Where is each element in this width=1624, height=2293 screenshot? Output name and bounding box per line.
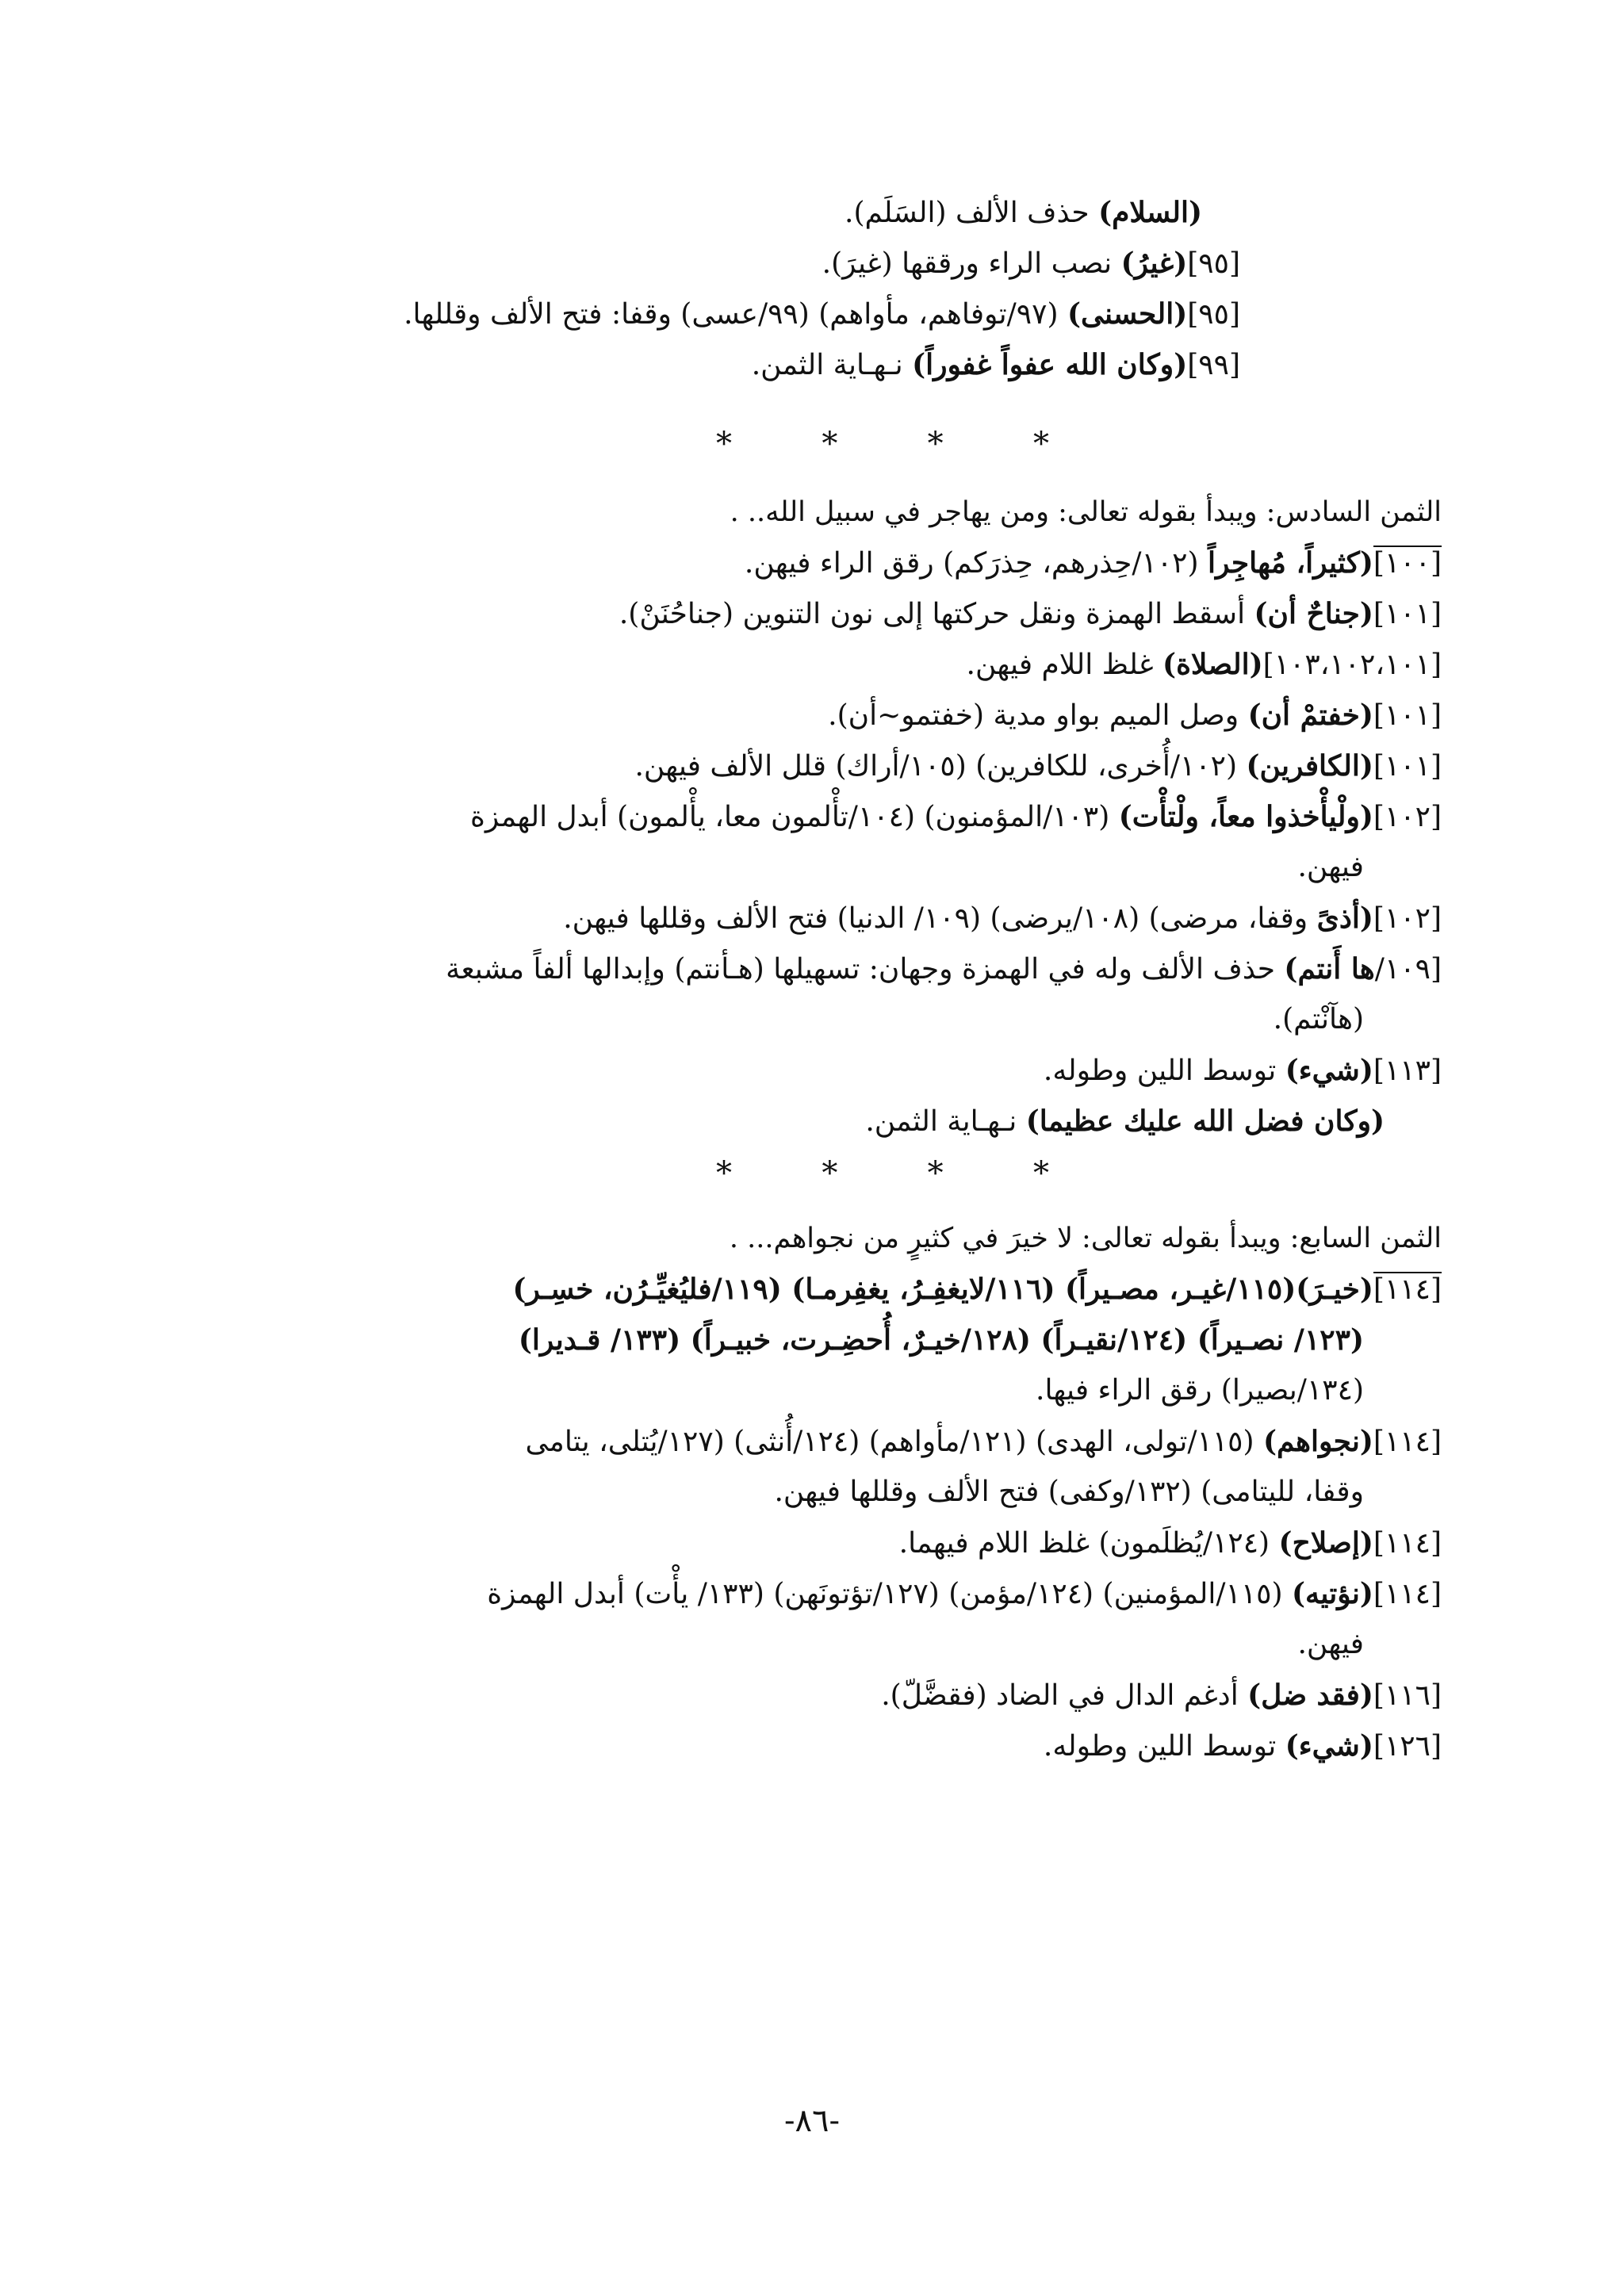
term: (نؤتيه) (1292, 1577, 1373, 1610)
term: (نجواهم) (1263, 1425, 1373, 1458)
term: (ولْيأْخذوا معاً، ولْتأْت) (1118, 800, 1373, 833)
line-text: (١١٥/تولى، الهدى) (١٢١/مأواهم) (١٢٤/أُنثى) (١٢٧/يُتلى، يتامى (525, 1426, 1264, 1458)
line-text: (١٠٢/أُخرى، للكافرين) (١٠٥/أراك) قلل الألف فيهن. (634, 750, 1247, 783)
text-line (865, 1099, 1385, 1144)
separator-star: * (927, 426, 944, 462)
text-line (845, 190, 1202, 235)
line-text: (١٠٢/حِذرهم، حِذرَكم) رقق الراء فيهن. (744, 547, 1208, 580)
line-text: توسط اللين وطوله. (1043, 1055, 1285, 1087)
line-text: توسط اللين وطوله. (1043, 1730, 1285, 1763)
line-text: (هآنْتم). (1273, 1003, 1364, 1035)
line-text: وقفا، مرضى) (١٠٨/يرضى) (١٠٩/ الدنيا) فتح الألف وقللها فيهن. (563, 902, 1317, 935)
section-separator (712, 1155, 1053, 1192)
line-text: نصب الراء ورققها (غيرَ). (822, 247, 1121, 280)
text-line-continuation (519, 1318, 1364, 1363)
section-heading: الثمن السادس: ويبدأ بقوله تعالى: ومن يهاجر في سبيل الله.. . (730, 496, 1442, 528)
term: (غيرُ) (1120, 247, 1188, 280)
verse-ref: [٩٥] (1187, 247, 1240, 280)
verse-ref: [١١٤] (1373, 1527, 1442, 1560)
line-text: أسقط الهمزة ونقل حركتها إلى نون التنوين (جناحُنَنْ). (619, 598, 1254, 630)
text-line (752, 343, 1240, 388)
term: (شيء) (1285, 1054, 1373, 1087)
text-line (1044, 1724, 1442, 1769)
separator-star: * (1033, 426, 1049, 462)
text-line-continuation (1297, 1622, 1364, 1667)
verse-ref: [١٠٣،١٠٢،١٠١] (1262, 649, 1442, 681)
verse-ref: [١١٤] (1373, 1426, 1442, 1458)
text-line (446, 947, 1442, 992)
verse-ref: [٩٩] (1187, 349, 1240, 381)
term: (الحسنى) (1067, 297, 1188, 331)
line-text: حذف الألف وله في الهمزة وجهان: تسهيلها (هـأنتم) وإبدالها ألفاً مشبعة (446, 953, 1285, 986)
text-line (487, 1571, 1442, 1617)
line-text: (١٠٣/المؤمنون) (١٠٤/تأْلمون معا، يأْلمون) أبدل الهمزة (469, 801, 1119, 833)
term: (خيـرَ)(١١٥/غيـر، مصـيراً) (1065, 1273, 1373, 1306)
separator-star: * (716, 1155, 733, 1192)
term: (الكافرين) (1246, 749, 1373, 783)
text-line (1044, 1048, 1442, 1093)
term: (فقد ضل) (1247, 1679, 1373, 1712)
term: (كثيراً، مُهاجِراً (1208, 546, 1373, 580)
verse-ref: [١١٣] (1373, 1055, 1442, 1087)
line-text: (١٣٤/بصيرا) رقق الراء فيها. (1036, 1374, 1364, 1407)
verse-ref: [١٠١] (1373, 699, 1442, 732)
verse-ref: [١٠٢] (1373, 801, 1442, 833)
line-text: غلظ اللام فيهن. (966, 649, 1163, 681)
text-line (526, 1419, 1442, 1464)
verse-ref: [١٢٦] (1373, 1730, 1442, 1763)
line-text: نـهـاية الثمن. (751, 349, 913, 381)
line-text: (١١٦/لايغفِـرُ، يغفِرمـا) (١١٩/فليُغيِّـرُن، خسِـر) (512, 1273, 1066, 1306)
line-text: وصل الميم بواو مدية (خفتمو~أن). (828, 699, 1248, 732)
text-line-continuation (1274, 997, 1364, 1042)
verse-ref: [١١٤] (1373, 1273, 1442, 1306)
verse-ref: [١٠٢] (1373, 902, 1442, 935)
text-line (634, 744, 1442, 789)
text-line (899, 1521, 1442, 1566)
term: (شيء) (1285, 1729, 1373, 1763)
term: (جناحٌ أن) (1254, 597, 1373, 630)
verse-ref: [١١٤] (1373, 1578, 1442, 1610)
term: (وكان الله عفواً غفوراً) (912, 348, 1188, 381)
line-text: (١٢٣/ نصـيراً) (١٢٤/نقيـراً) (١٢٨/خيـرٌ، أُحضِـرت، خبيـراً) (١٣٣/ قـديرا) (518, 1323, 1364, 1357)
term: (أذىً (1316, 902, 1373, 935)
text-line (563, 896, 1442, 941)
text-line (967, 642, 1442, 687)
separator-star: * (822, 426, 838, 462)
section-heading: الثمن السابع: ويبدأ بقوله تعالى: لا خيرَ في كثيرٍ من نجواهم... . (729, 1223, 1442, 1254)
verse-ref: [١١٦] (1373, 1679, 1442, 1712)
separator-star: * (1033, 1155, 1049, 1192)
verse-ref: [٩٥] (1187, 298, 1240, 331)
verse-ref: [١٠٠] (1373, 547, 1442, 580)
term: (خفتمْ أن) (1247, 699, 1373, 732)
section-separator (712, 428, 1053, 460)
page-number: -٨٦- (784, 2103, 840, 2139)
text-line (828, 693, 1442, 738)
line-text: (٩٧/توفاهم، مأواهم) (٩٩/عسى) وقفا: فتح الألف وقللها. (404, 298, 1067, 331)
text-line (470, 794, 1442, 840)
line-text: أدغم الدال في الضاد (فقضَّلّ). (881, 1679, 1248, 1712)
text-line (404, 292, 1240, 337)
text-line-continuation (1036, 1369, 1364, 1413)
line-text: (١٢٤/يُظلَمون) غلظ اللام فيهما. (898, 1527, 1279, 1560)
line-text: حذف الألف (السَلَم). (845, 197, 1099, 229)
text-line (745, 541, 1442, 586)
separator-star: * (716, 426, 733, 462)
term: (الصلاة) (1162, 648, 1263, 681)
text-line-continuation (1297, 845, 1364, 890)
line-text: وقفا، لليتامى) (١٣٢/وكفى) فتح الألف وقللها فيهن. (774, 1476, 1364, 1508)
term: (وكان فضل الله عليك عظيما) (1025, 1104, 1385, 1138)
line-text: فيهن. (1297, 851, 1364, 883)
text-line (881, 1673, 1442, 1718)
term: (السلام) (1098, 196, 1202, 229)
separator-star: * (927, 1155, 944, 1192)
term: ها أَنتم) (1284, 952, 1375, 986)
text-line (513, 1267, 1442, 1312)
verse-ref: [١٠١] (1373, 750, 1442, 783)
text-line-continuation (774, 1470, 1364, 1514)
text-line (822, 241, 1240, 286)
line-text: نـهـاية الثمن. (865, 1105, 1026, 1138)
text-line (619, 591, 1442, 637)
verse-ref: [١٠١] (1373, 598, 1442, 630)
line-text: فيهن. (1297, 1628, 1364, 1660)
verse-ref: [١٠٩/ (1374, 953, 1442, 986)
line-text: (١١٥/المؤمنين) (١٢٤/مؤمن) (١٢٧/تؤتونَهن) (١٣٣/ يأْت) أبدل الهمزة (487, 1578, 1293, 1610)
term: (إصلاح) (1278, 1526, 1373, 1560)
separator-star: * (822, 1155, 838, 1192)
